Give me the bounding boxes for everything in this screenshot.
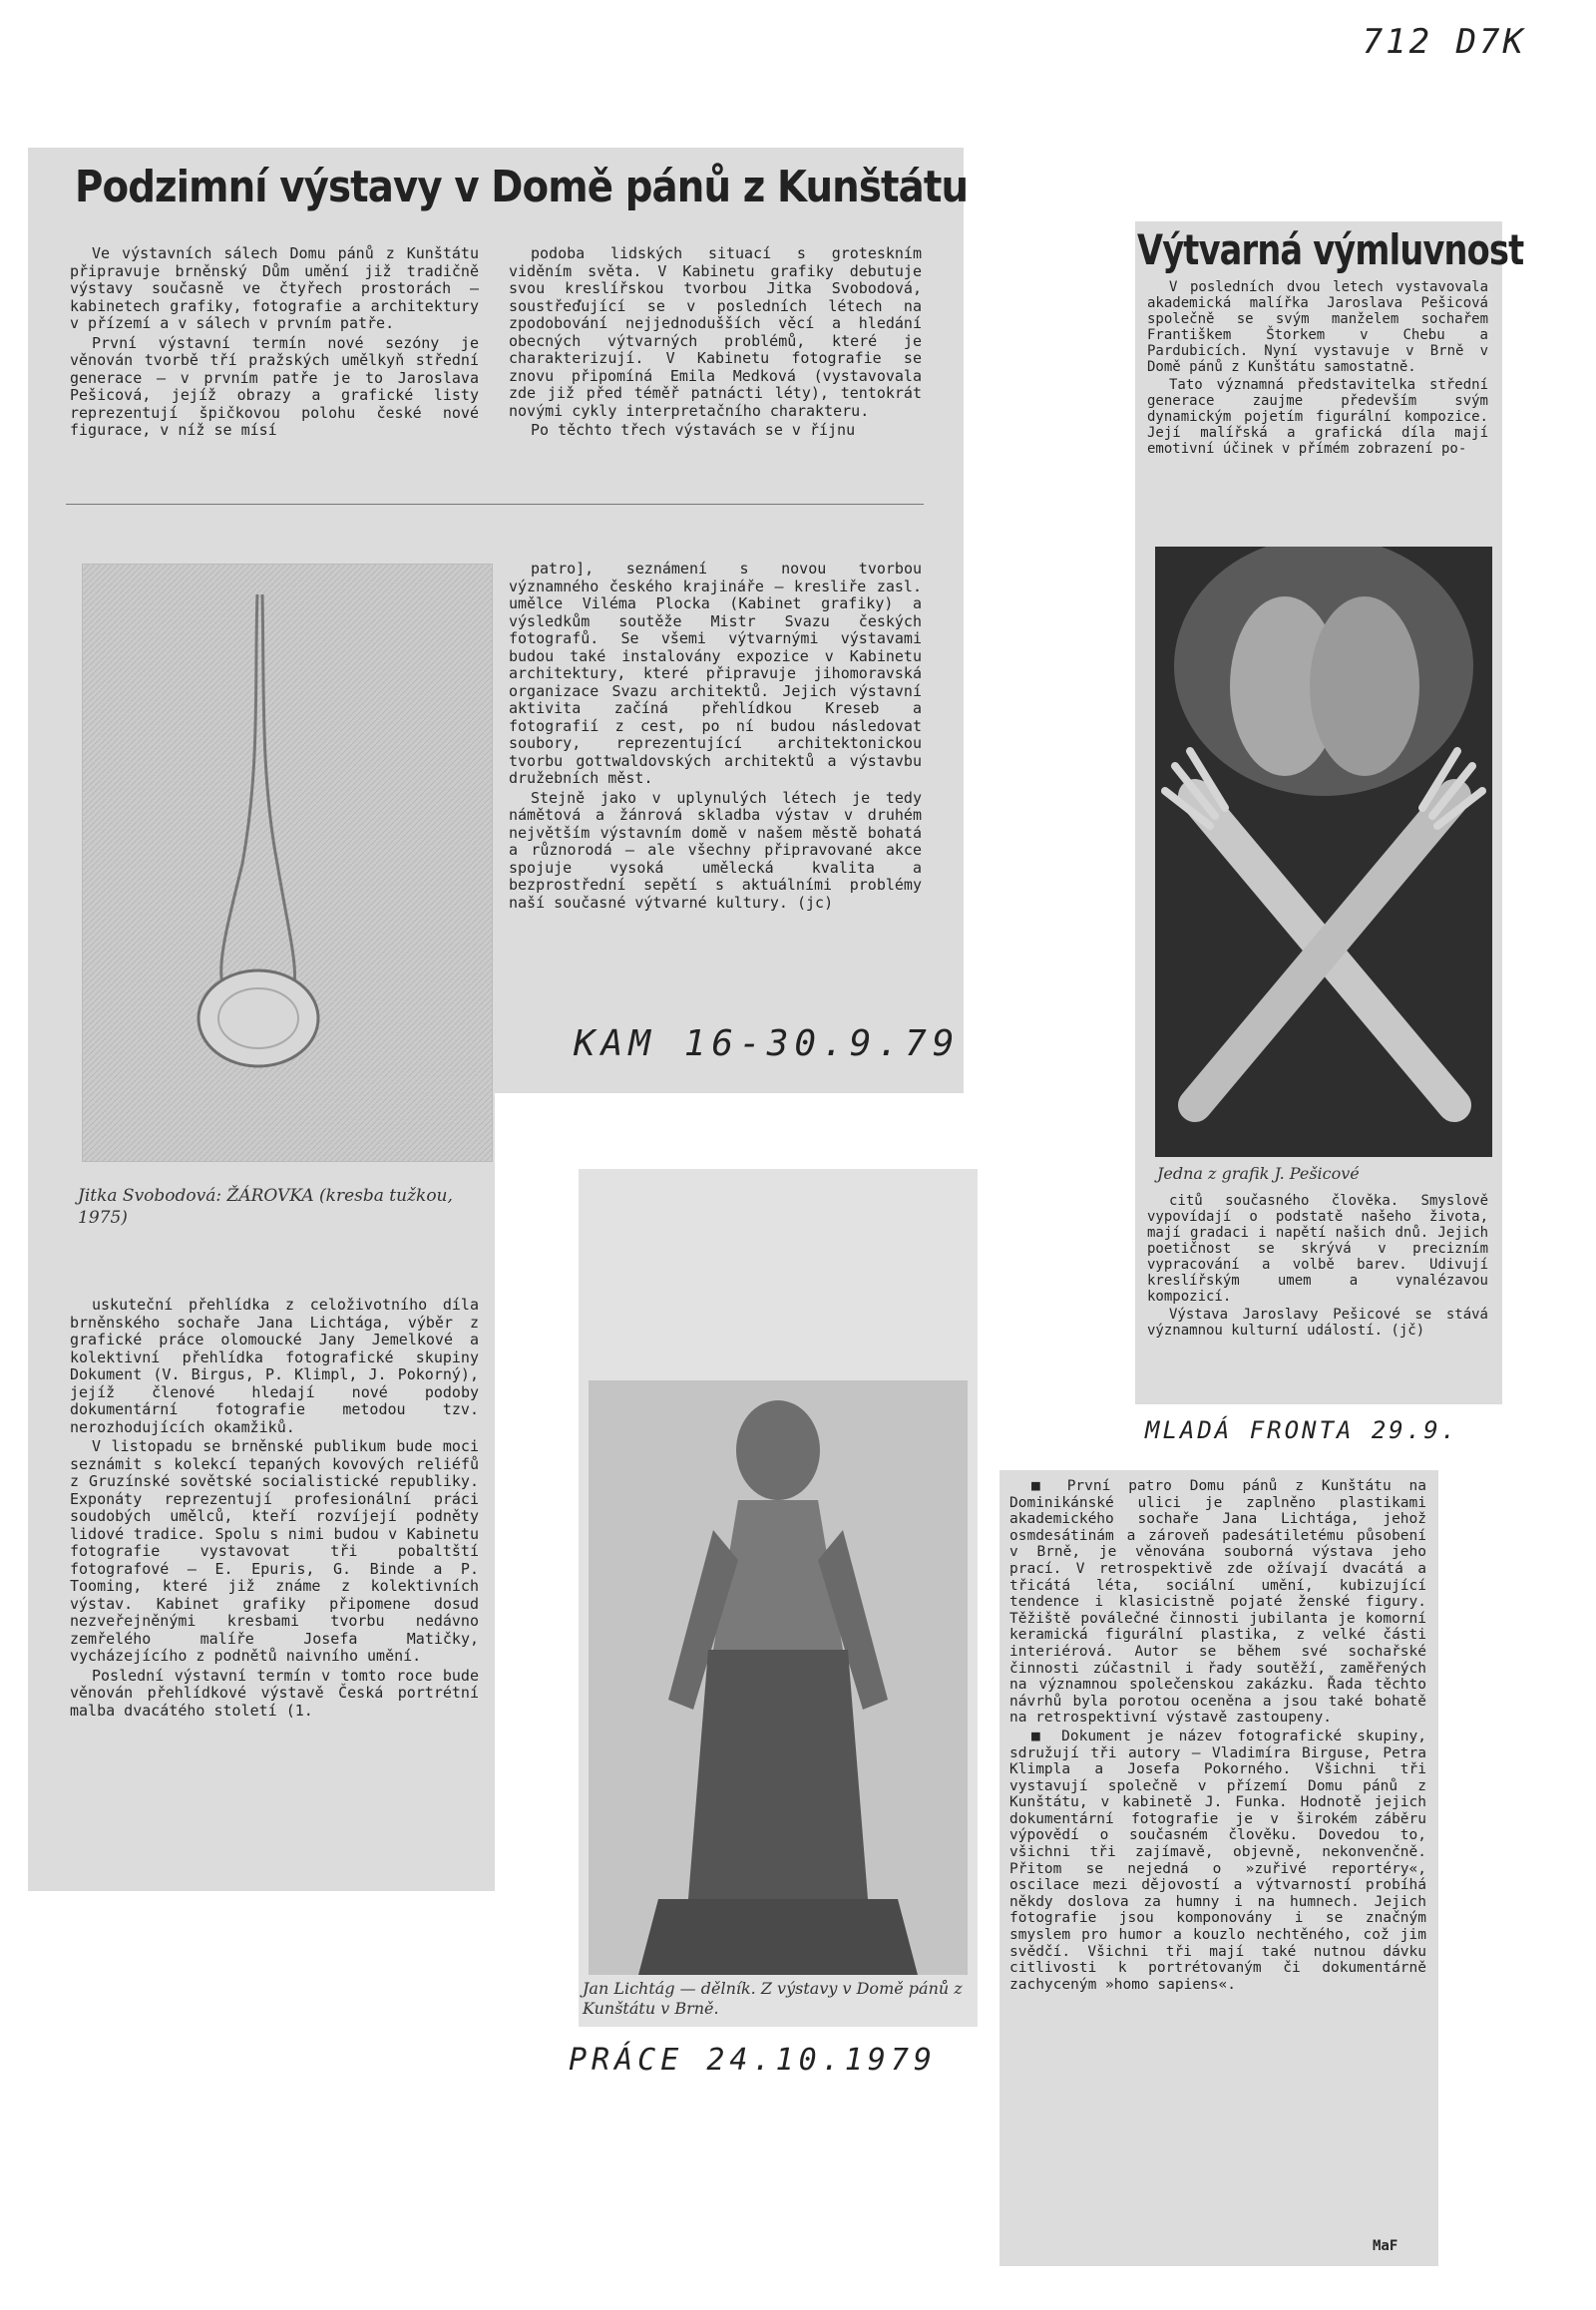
paragraph: Tato významná představitelka střední generace zaujme především svým dynamickým pojetím figurální kompozice. Její malířská a grafická díla mají emotivní účinek v přímém zobrazení po- xyxy=(1147,377,1488,457)
sculpture-photo xyxy=(589,1380,968,1975)
paragraph: V posledních dvou letech vystavovala akademická malířka Jaroslava Pešicová společně se svým manželem sochařem Františkem Štorkem v Chebu a Pardubicích. Nyní vystavuje v Brně v Domě pánů z Kunštátu samostatně. xyxy=(1147,279,1488,375)
paragraph: Ve výstavních sálech Domu pánů z Kunštátu připravuje brněnský Dům umění již tradičně výstavy současně ve čtyřech prostorách — kabinetech grafiky, fotografie a architektury v přízemí a v sálech v prvním patře. xyxy=(70,244,479,332)
clip2-headline: Výtvarná výmluvnost xyxy=(1137,225,1524,274)
archive-mark: 712 D7K xyxy=(1362,22,1526,62)
paragraph: ■ První patro Domu pánů z Kunštátu na Dominikánské ulici je zaplněno plastikami akademického sochaře Jana Lichtága, jehož osmdesátinám a zároveň padesátiletému působení v Brně, je věnována souborná výstava jeho prací. V retrospektivě zde ožívají dvacátá a třicátá léta, sociální umění, kubizující tendence i klasicistně pojaté ženské figury. Těžiště poválečné činnosti jubilanta je komorní keramická figurální plastika, z velké části interiérová. Autor se během své sochařské činnosti zúčastnil i řady soutěží, zaměřených na významnou společenskou zakázku. Řada těchto návrhů byla porotou oceněna a jsou také bohatě na retrospektivní výstavě zastoupeny. xyxy=(1009,1478,1426,1727)
clip4-text xyxy=(1009,1478,1426,1993)
paragraph: uskuteční přehlídka z celoživotního díla brněnského sochaře Jana Lichtága, výběr z grafické práce olomoucké Jany Jemelkové a kolektivní přehlídka fotografické skupiny Dokument (V. Birgus, P. Klimpl, J. Pokorný), jejíž členové hledají nové podoby dokumentární fotografie metodou tzv. nerozhodujících okamžiků. xyxy=(70,1296,479,1436)
paragraph: V listopadu se brněnské publikum bude moci seznámit s kolekcí tepaných kovových reliéfů z Gruzínské sovětské socialistické republiky. Exponáty reprezentují profesionální práci soudobých umělců, kteří rozvíjejí podněty lidové tradice. Spolu s nimi budou v Kabinetu fotografie vystavovat tři pobaltští fotografové — E. Epuris, G. Binde a P. Tooming, které již známe z kolektivních výstav. Kabinet grafiky připomene dosud nezveřejněnými kresbami tvorbu nedávno zemřelého malíře Josefa Matičky, vycházejícího z podnětů naivního umění. xyxy=(70,1437,479,1665)
paragraph: citů současného člověka. Smyslově vypovídají o podstatě našeho života, mají gradaci i napětí našich dnů. Jejich poetičnost se skrývá v precizním vypracování a volbě barev. Udivují kreslířským umem a vynalézavou kompozicí. xyxy=(1147,1193,1488,1305)
lichtag-sculpture-image xyxy=(589,1380,968,1975)
clip1-source-note: KAM 16-30.9.79 xyxy=(574,1023,961,1064)
clip1-column-left-bottom xyxy=(70,1297,479,1720)
paragraph: První výstavní termín nové sezóny je věnován tvorbě tří pražských umělkyň střední generace — v prvním patře je to Jaroslava Pešicová, jejíž obrazy a grafické listy reprezentují špičkovou polohu české nové figurace, v níž se mísí xyxy=(70,333,479,439)
clip2-text-bottom xyxy=(1147,1193,1488,1339)
clip1-column-right-top xyxy=(509,245,922,440)
paragraph: Stejně jako v uplynulých létech je tedy námětová a žánrová skladba výstav v druhém největším výstavním domě v našem městě bohatá a různorodá — ale všechny připravované akce spojuje vysoká umělecká kvalita a bezprostřední sepětí s aktuálními problémy naší současné výtvarné kultury. (jc) xyxy=(509,788,922,912)
clip2-text-top xyxy=(1147,279,1488,457)
paragraph: Poslední výstavní termín v tomto roce bude věnován přehlídkové výstavě Česká portrétní malba dvacátého století (1. xyxy=(70,1666,479,1720)
zarovka-drawing-image xyxy=(82,564,493,1162)
divider-line xyxy=(66,504,924,505)
clip4-signature: MaF xyxy=(1373,2238,1398,2254)
clip3-photo-caption: Jan Lichtág — dělník. Z výstavy v Domě pánů z Kunštátu v Brně. xyxy=(583,1979,963,2018)
paragraph: ■ Dokument je název fotografické skupiny, sdružují tři autory — Vladimíra Birguse, Petra Klimpla a Josefa Pokorného. Všichni tři vystavují společně v přízemí Domu pánů z Kunštátu, v kabinetě J. Funka. Hodnotě jejich dokumentární fotografie je v širokém záběru výpovědí o současném člověku. Dovedou to, všichni tři zajímavě, objevně, nekonvenčně. Přitom se nejedná o »zuřivé reportéry«, oscilace mezi dějovostí a výtvarností probíhá někdy doslova za humny i na humnech. Jejich fotografie jsou komponovány i se značným smyslem pro humor a kouzlo nechtěného, což jim svědčí. Všichni tři mají také nutnou dávku citlivosti k portrétovaným či dokumentárně zachyceným »homo sapiens«. xyxy=(1009,1728,1426,1993)
clip3-source-note: PRÁCE 24.10.1979 xyxy=(569,2043,937,2078)
pesicova-graphic-image xyxy=(1155,547,1492,1157)
clip1-photo-caption: Jitka Svobodová: ŽÁROVKA (kresba tužkou, 1975) xyxy=(78,1186,453,1228)
clip1-headline: Podzimní výstavy v Domě pánů z Kunštátu xyxy=(75,162,969,212)
paragraph: Výstava Jaroslavy Pešicové se stává významnou kulturní událostí. (jč) xyxy=(1147,1307,1488,1339)
clip2-source-note: MLADÁ FRONTA 29.9. xyxy=(1145,1416,1459,1444)
clip1-column-right-mid xyxy=(509,561,922,912)
clip2-photo-caption: Jedna z grafik J. Pešicové xyxy=(1157,1164,1360,1183)
graphic-artwork xyxy=(1155,547,1492,1157)
clip1-column-left-top xyxy=(70,245,479,440)
paragraph: patro], seznámení s novou tvorbou významného českého krajináře — kresliře zasl. umělce Viléma Plocka (Kabinet grafiky) a výsledkům soutěže Mistr Svazu českých fotografů. Se všemi výtvarnými výstavami budou také instalovány expozice v Kabinetu architektury, které připravuje jihomoravská organizace Svazu architektů. Jejich výstavní aktivita začíná přehlídkou Kreseb a fotografií z cest, po ní budou následovat soubory, reprezentující architektonickou tvorbu gottwaldovských architektů a výstavbu družebních měst. xyxy=(509,560,922,787)
paragraph: Po těchto třech výstavách se v říjnu xyxy=(531,421,856,439)
bulb-drawing xyxy=(83,565,492,1161)
paragraph: podoba lidských situací s groteskním viděním světa. V Kabinetu grafiky debutuje svou kreslířskou tvorbou Jitka Svobodová, soustřeďující se v posledních létech na zpodobování nejjednodušších věcí a hledání obecných výtvarných problémů, které je charakterizují. V Kabinetu fotografie se znovu připomíná Emila Medková (vystavovala zde již před téměř patnácti léty), tentokrát novými cykly interpretačního charakteru. xyxy=(509,244,922,420)
